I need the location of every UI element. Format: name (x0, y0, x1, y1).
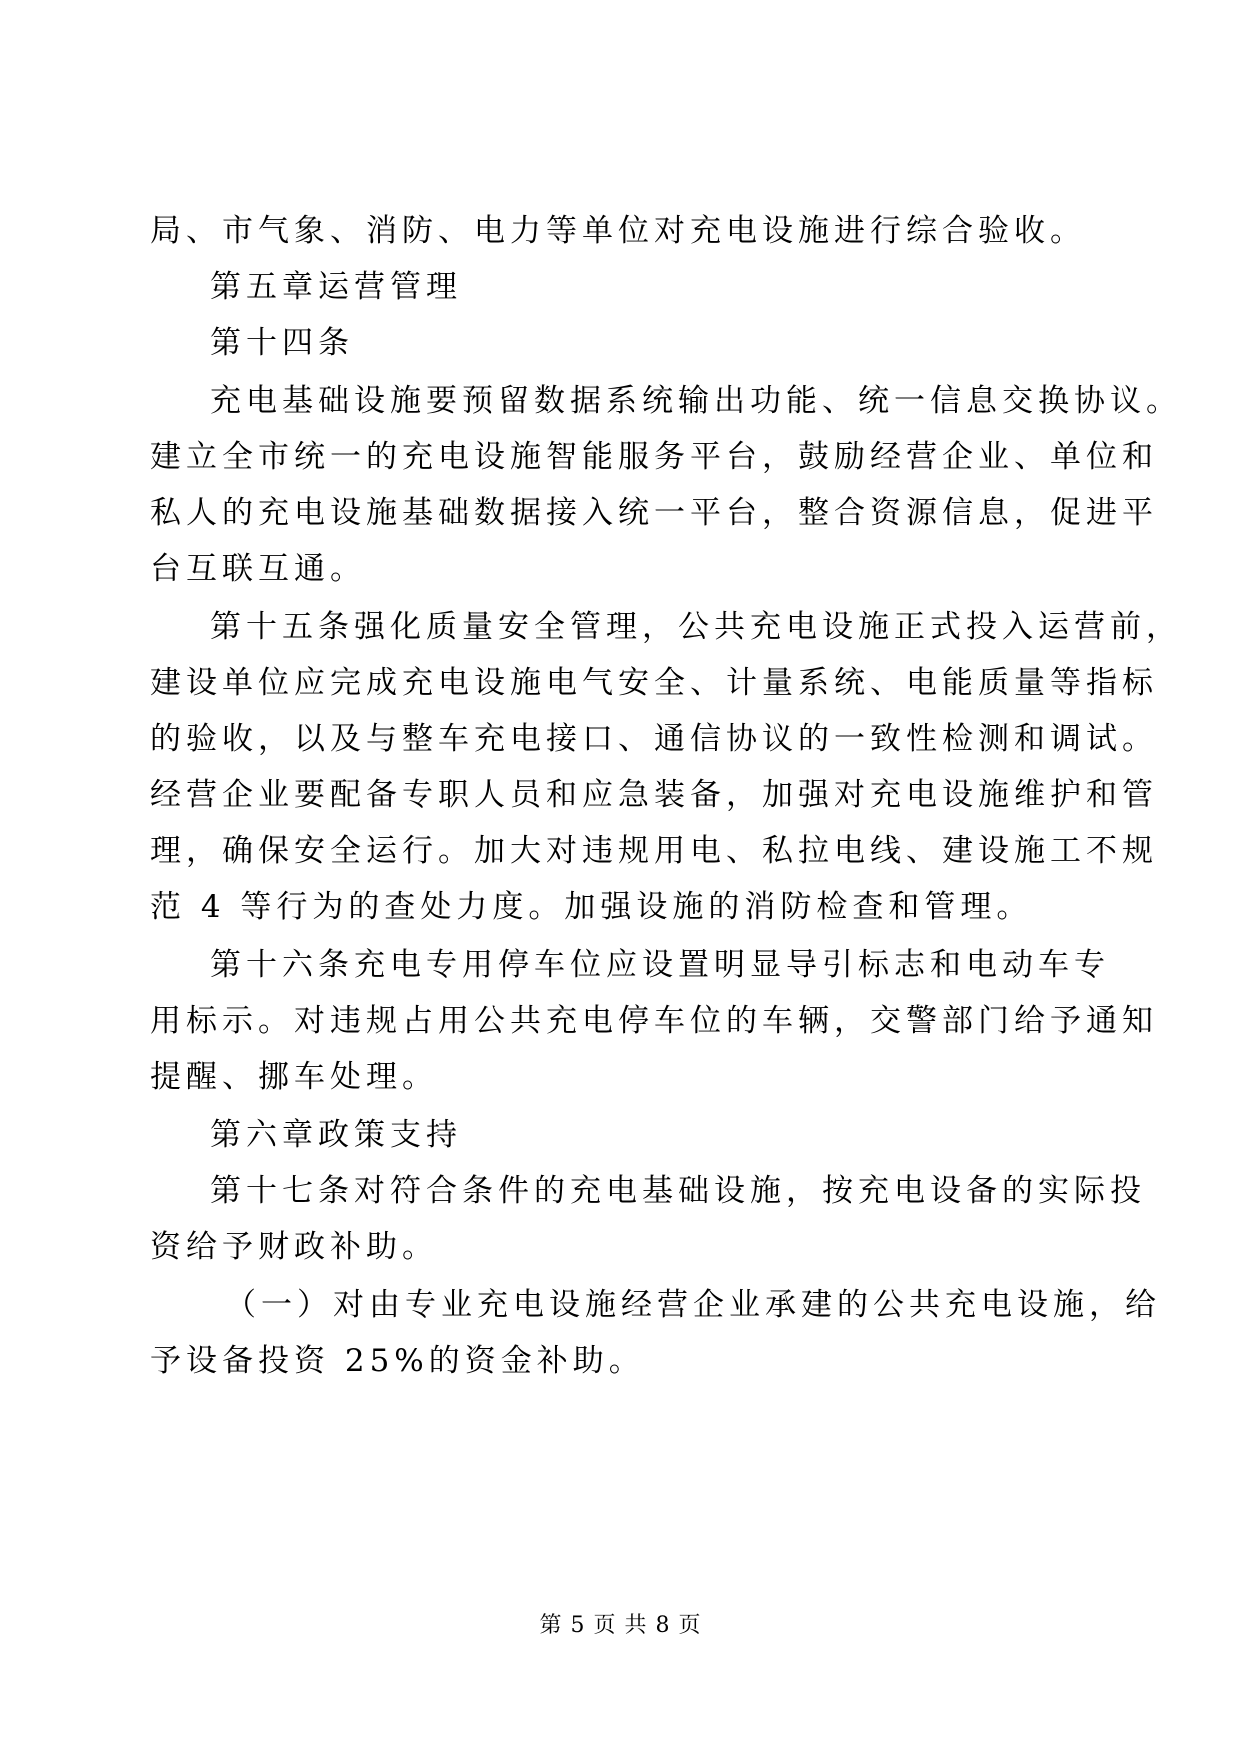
body-line-8: 第十五条强化质量安全管理，公共充电设施正式投入运营前， (210, 609, 1182, 645)
body-line-9: 建设单位应完成充电设施电气安全、计量系统、电能质量等指标 (150, 665, 1158, 701)
chapter-heading-6: 第六章政策支持 (210, 1117, 462, 1153)
chapter-heading-5: 第五章运营管理 (210, 269, 462, 305)
body-line-7: 台互联互通。 (150, 551, 366, 587)
body-line-21: 予设备投资 25%的资金补助。 (150, 1343, 645, 1379)
body-line-12: 理，确保安全运行。加大对违规用电、私拉电线、建设施工不规 (150, 833, 1158, 869)
body-line-19: 资给予财政补助。 (150, 1229, 438, 1265)
body-line-16: 提醒、挪车处理。 (150, 1059, 438, 1095)
body-line-14: 第十六条充电专用停车位应设置明显导引标志和电动车专 (210, 947, 1110, 983)
article-heading-14: 第十四条 (210, 325, 354, 361)
page-number-footer: 第 5 页 共 8 页 (539, 1613, 702, 1638)
body-line-1: 局、市气象、消防、电力等单位对充电设施进行综合验收。 (150, 213, 1086, 249)
body-line-15: 用标示。对违规占用公共充电停车位的车辆，交警部门给予通知 (150, 1003, 1158, 1039)
body-line-20: （一）对由专业充电设施经营企业承建的公共充电设施，给 (225, 1287, 1161, 1323)
body-line-18: 第十七条对符合条件的充电基础设施，按充电设备的实际投 (210, 1173, 1146, 1209)
body-line-4: 充电基础设施要预留数据系统输出功能、统一信息交换协议。 (210, 383, 1182, 419)
body-line-5: 建立全市统一的充电设施智能服务平台，鼓励经营企业、单位和 (150, 439, 1158, 475)
body-line-6: 私人的充电设施基础数据接入统一平台，整合资源信息，促进平 (150, 495, 1158, 531)
body-line-11: 经营企业要配备专职人员和应急装备，加强对充电设施维护和管 (150, 777, 1158, 813)
body-line-13: 范 4 等行为的查处力度。加强设施的消防检查和管理。 (150, 889, 1033, 925)
body-line-10: 的验收，以及与整车充电接口、通信协议的一致性检测和调试。 (150, 721, 1158, 757)
